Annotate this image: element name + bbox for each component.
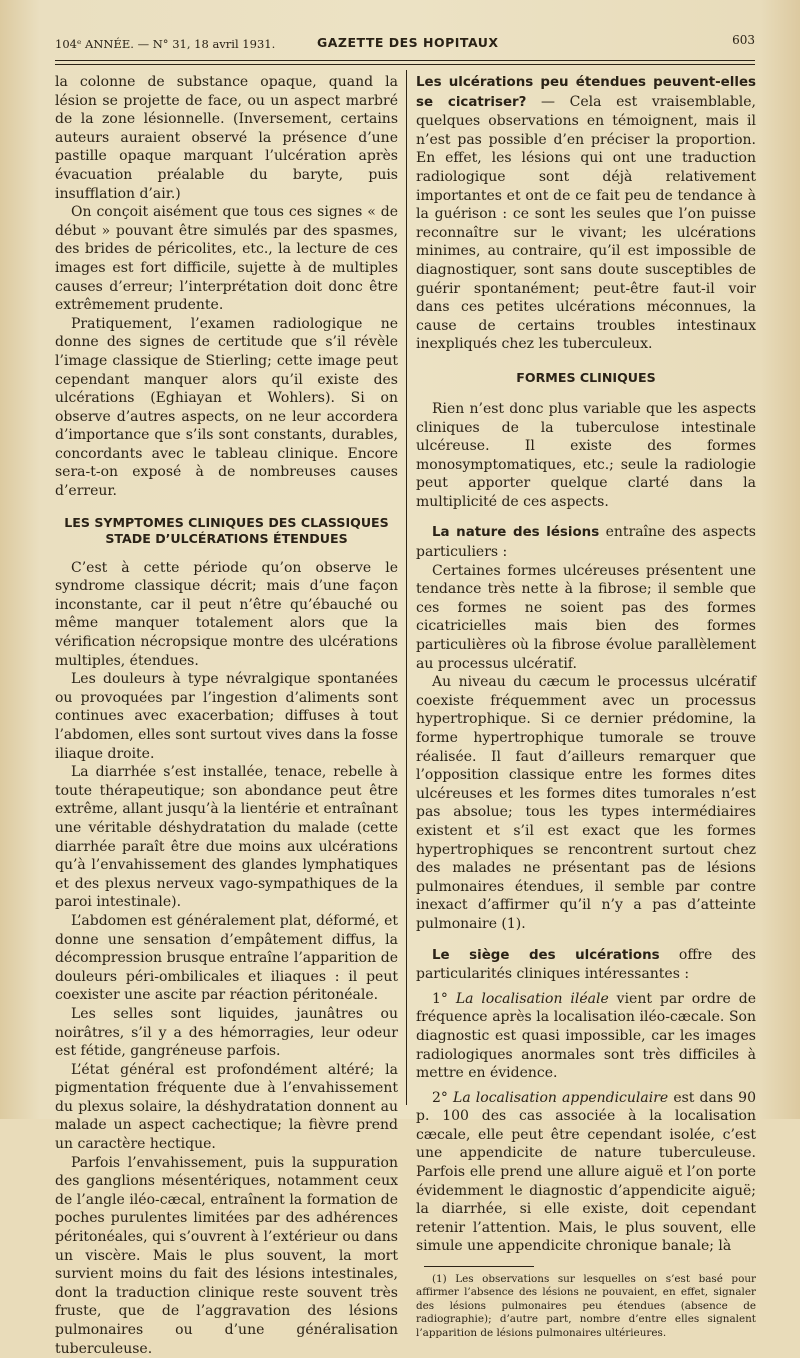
footnote: (1) Les observations sur lesquelles on s’est basé pour affirmer l’absence des lésions ne pouvaient, en effet, signaler des lésions pulmonaires peu étendues (absence de radiographie); d’autre part, nombre d’entre elles signalent l’apparition de lésions pulmonaires ultérieures. [416, 1273, 756, 1339]
paragraph: C’est à cette période qu’on observe le syndrome classique décrit; mais d’une façon inconstante, car il peut n’être qu’ébauché ou même manquer totalement alors que la vérification nécropsique montre des ulcérations multiples, étendues. [55, 559, 398, 669]
issue-info: 104ᵉ ANNÉE. — N° 31, 18 avril 1931. [55, 37, 276, 51]
paragraph: La diarrhée s’est installée, tenace, rebelle à toute thérapeutique; son abondance peut être extrême, allant jusqu’à la lientérie et entraînant une véritable déshydratation du malade (cette diarrhée paraît être due moins aux ulcérations qu’à l’envahissement des glandes lymphatiques et des plexus nerveux vago-sympathiques de la paroi intestinale). [55, 764, 398, 911]
paragraph-cicatrisation [416, 73, 756, 354]
paragraph: Les selles sont liquides, jaunâtres ou noirâtres, s’il y a des hémorragies, leur odeur est fétide, gangréneuse parfois. [55, 1005, 398, 1060]
item-emphasis: La localisation appendiculaire [453, 1089, 669, 1106]
left-column [55, 73, 398, 1358]
subheading: La nature des lésions [432, 525, 600, 541]
item-text: vient par ordre de fréquence après la localisation iléo-cæcale. Son diagnostic est quasi impossible, car les images radiologiques anormales sont très difficiles à mettre en évidence. [416, 990, 756, 1082]
subheading: Le siège des ulcérations [432, 947, 660, 963]
section-heading-symptomes [55, 515, 398, 547]
section-heading-formes: FORMES CLINIQUES [516, 369, 656, 385]
paragraph-text: entraîne des aspects particuliers : [416, 524, 756, 561]
page-number: 603 [732, 33, 755, 47]
item-text: est dans 90 p. 100 des cas associée à la localisation cæcale, elle peut être cependant isolée, c’est une appendicite de nature tuberculeuse. Parfois elle prend une allure aiguë et l’on porte évidemment le diagnostic d’appendicite aiguë; la diarrhée, si elle existe, doit cependant retenir l’attention. Mais, le plus souvent, elle simule une appendicite chronique banale; là [416, 1089, 756, 1255]
journal-title: GAZETTE DES HOPITAUX [317, 35, 499, 50]
right-column [416, 73, 756, 1340]
paragraph: la colonne de substance opaque, quand la lésion se projette de face, ou un aspect marbré de la zone lésionnelle. (Inversement, certains auteurs auraient observé la présence d’une pastille opaque marquant l’ulcération après évacuation préalable du baryte, puis insufflation d’air.) [55, 74, 398, 202]
section-heading-line: LES SYMPTOMES CLINIQUES DES CLASSIQUES [64, 514, 389, 530]
paragraph: Au niveau du cæcum le processus ulcératif coexiste fréquemment avec un processus hypertrophique. Si ce dernier prédomine, la forme hypertrophique tumorale se trouve réalisée. Il faut d’ailleurs remarquer que l’opposition classique entre les formes dites ulcéreuses et les formes dites tumorales n’est pas absolue; tous les types intermédiaires existent et s’il est exact que les formes hypertrophiques se rencontrent surtout chez des malades ne présentant pas de lésions pulmonaires étendues, il semble par contre inexact d’affirmer qu’il n’y a pas d’atteinte pulmonaire (1). [416, 674, 756, 932]
paragraph: Parfois l’envahissement, puis la suppuration des ganglions mésentériques, notamment ceux de l’angle iléo-cæcal, entraînent la formation de poches purulentes limitées par des adhérences péritonéales, qui s’ouvrent à l’extérieur ou dans un viscère. Mais le plus souvent, la mort survient moins du fait des lésions intestinales, dont la traduction clinique reste souvent très fruste, que de l’aggravation des lésions pulmonaires ou d’une généralisation tuberculeuse. [55, 1154, 398, 1357]
paragraph: Les douleurs à type névralgique spontanées ou provoquées par l’ingestion d’aliments sont continues avec exacerbation; diffuses à tout l’abdomen, elles sont surtout vives dans la fosse iliaque droite. [55, 671, 398, 762]
section-heading-line: STADE D’ULCÉRATIONS ÉTENDUES [105, 530, 348, 546]
paragraph-nature [416, 523, 756, 561]
item-number: 1° [432, 990, 456, 1007]
paragraph-siege [416, 946, 756, 984]
header-rule-thin [55, 64, 755, 65]
header-rule-thick [55, 60, 755, 61]
footnote-rule [424, 1266, 534, 1267]
list-item-appendiculaire [416, 1089, 756, 1256]
paragraph: On conçoit aisément que tous ces signes « de début » pouvant être simulés par des spasmes, des brides de péricolites, etc., la lecture de ces images est fort difficile, sujette à de multiples causes d’erreur; l’interprétation doit donc être extrêmement prudente. [55, 204, 398, 314]
paragraph: L’état général est profondément altéré; la pigmentation fréquente due à l’envahissement du plexus solaire, la déshydratation donnent au malade un aspect cachectique; la fièvre prend un caractère hectique. [55, 1061, 398, 1153]
paragraph-text: — Cela est vraisemblable, quelques observations en témoignent, mais il n’est pas possible d’en préciser la proportion. En effet, les lésions qui ont une traduction radiologique sont déjà relativement importantes et ont de ce fait peu de tendance à la guérison : ce sont les seules que l’on puisse reconnaître sur le vivant; les ulcérations minimes, au contraire, qu’il est impossible de diagnostiquer, sont sans doute susceptibles de guérir spontanément; peut-être faut-il voir dans ces petites ulcérations méconnues, la cause de certains troubles intestinaux inexpliqués chez les tuberculeux. [416, 93, 756, 353]
paragraph-text: offre des particularités cliniques intéressantes : [416, 946, 756, 983]
paragraph: Pratiquement, l’examen radiologique ne donne des signes de certitude que s’il révèle l’image classique de Stierling; cette image peut cependant manquer alors qu’il existe des ulcérations (Eghiayan et Wohlers). Si on observe d’autres aspects, on ne leur accordera d’importance que s’ils sont constants, durables, concordants avec le tableau clinique. Encore sera-t-on exposé à de nombreuses causes d’erreur. [55, 315, 398, 500]
subheading: Les ulcérations peu étendues peuvent-elles se cicatriser? [416, 75, 756, 110]
item-emphasis: La localisation iléale [455, 990, 609, 1007]
paragraph: Certaines formes ulcéreuses présentent une tendance très nette à la fibrose; il semble que ces formes ne soient pas des formes cicatricielles mais bien des formes particulières où la fibrose évolue parallèlement au processus ulcératif. [416, 562, 756, 672]
list-item-iliaque [416, 990, 756, 1083]
paragraph: L’abdomen est généralement plat, déformé, et donne une sensation d’empâtement diffus, la décompression brusque entraîne l’apparition de douleurs péri-ombilicales et iliaques : il peut coexister une ascite par réaction péritonéale. [55, 912, 398, 1004]
item-number: 2° [432, 1089, 454, 1106]
column-divider [406, 70, 407, 1105]
page-header [55, 33, 755, 55]
paragraph: Rien n’est donc plus variable que les aspects cliniques de la tuberculose intestinale ulcéreuse. Il existe des formes monosymptomatiques, etc.; seule la radiologie peut apporter quelque clarté dans la multiplicité de ces aspects. [416, 400, 756, 510]
